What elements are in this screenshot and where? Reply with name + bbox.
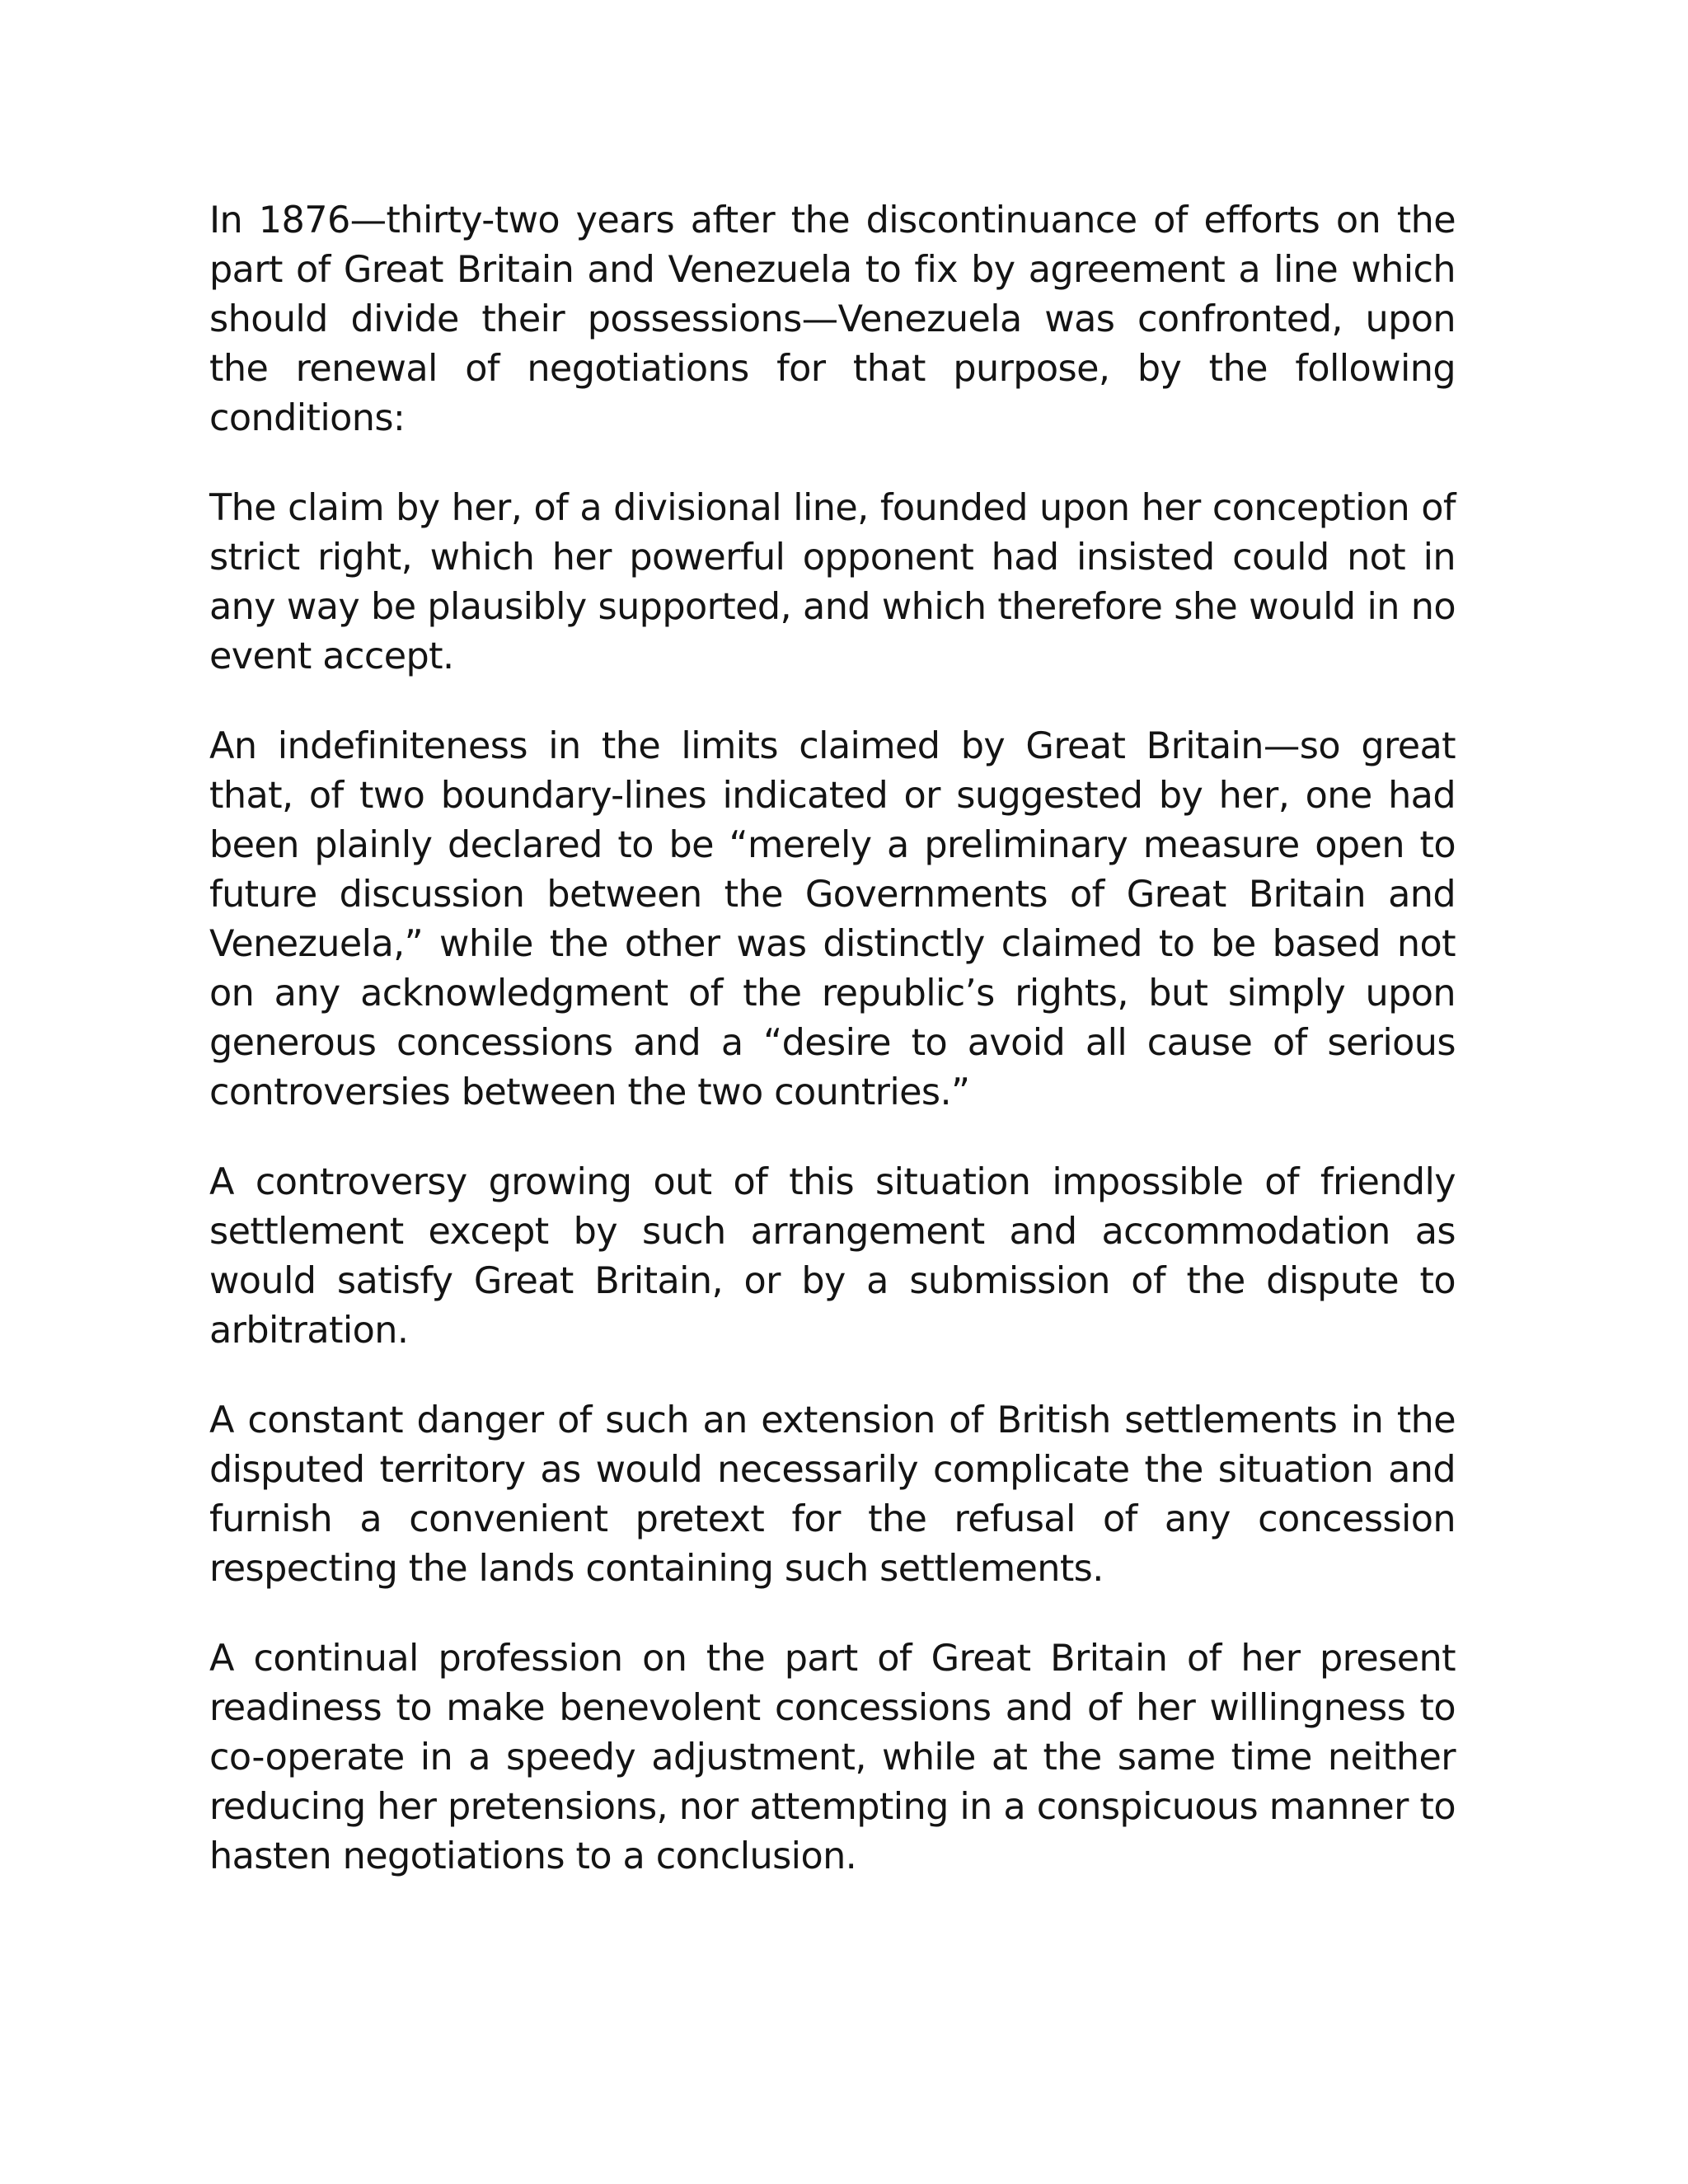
- paragraph-divisional-line-claim: The claim by her, of a divisional line, founded upon her conception of strict right, which her powerful opponent had insisted could not in any way be plausibly supported, and which therefore she would in no event accept.: [209, 487, 1456, 677]
- document-page: [209, 196, 1456, 1882]
- paragraph-continual-profession: A continual profession on the part of Great Britain of her present readiness to make benevolent concessions and of her willingness to co-operate in a speedy adjustment, while at the same time neither reducing her pretensions, nor attempting in a conspicuous manner to hasten negotiations to a conclusion.: [209, 1638, 1456, 1877]
- paragraph-indefinite-limits: An indefiniteness in the limits claimed by Great Britain—so great that, of two boundary-lines indicated or suggested by her, one had been plainly declared to be “merely a preliminary measure open to future discussion between the Governments of Great Britain and Venezuela,” while the other was distinctly claimed to be based not on any acknowledgment of the republic’s rights, but simply upon generous concessions and a “desire to avoid all cause of serious controversies between the two countries.”: [209, 725, 1456, 1113]
- paragraph-controversy: A controversy growing out of this situation impossible of friendly settlement except by such arrangement and accommodation as would satisfy Great Britain, or by a submission of the dispute to arbitration.: [209, 1161, 1456, 1352]
- paragraph-settlement-danger: A constant danger of such an extension of British settlements in the disputed territory as would necessarily complicate the situation and furnish a convenient pretext for the refusal of any concession respecting the lands containing such settlements.: [209, 1399, 1456, 1590]
- paragraph-1876-conditions: In 1876—thirty-two years after the discontinuance of efforts on the part of Great Britain and Venezuela to fix by agreement a line which should divide their possessions—Venezuela was confronted, upon the renewal of negotiations for that purpose, by the following conditions:: [209, 199, 1456, 439]
